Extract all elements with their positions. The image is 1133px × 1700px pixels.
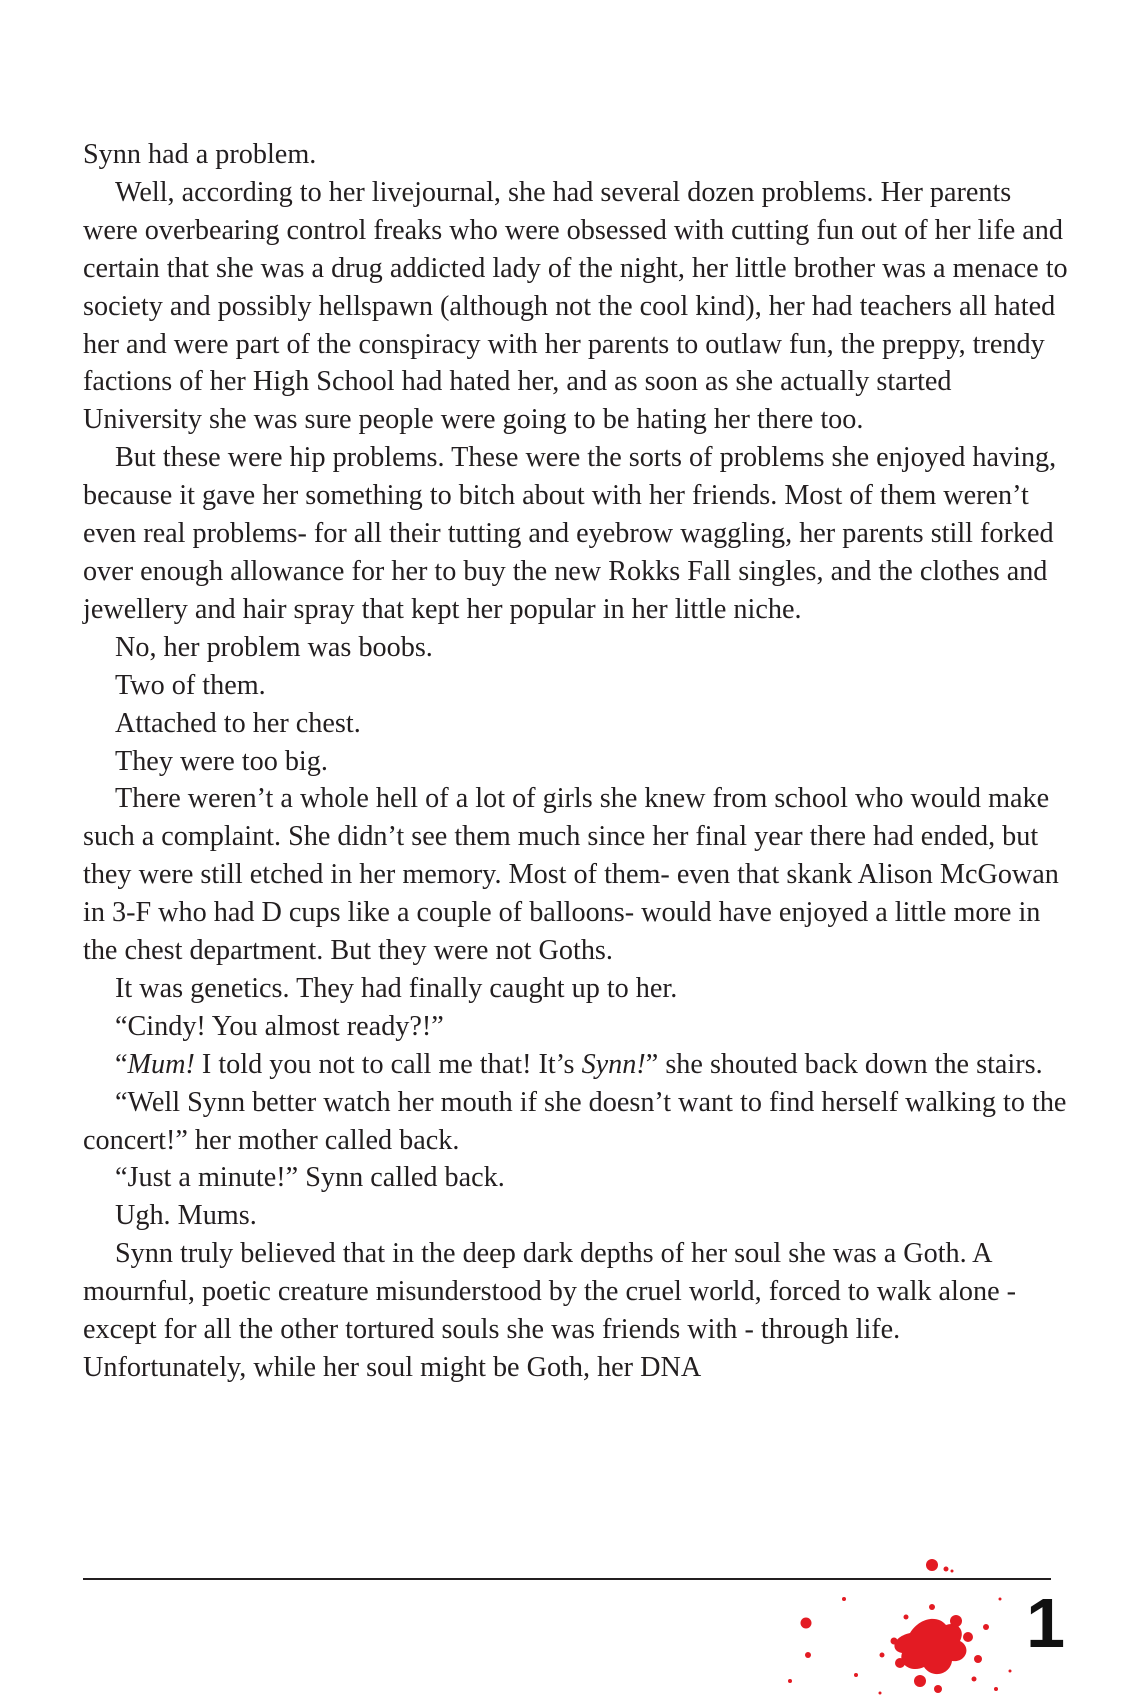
paragraph-1: Synn had a problem. bbox=[83, 139, 317, 170]
dialogue-tail: ” she shouted back down the stairs. bbox=[645, 1048, 1043, 1080]
dialogue-middle: I told you not to call me that! It’s bbox=[194, 1048, 582, 1080]
paragraph-13: “Just a minute!” Synn called back. bbox=[115, 1162, 505, 1194]
paragraph-12: “Well Synn better watch her mouth if she doesn’t want to find herself walking to the concert!” her mother called back. bbox=[83, 1086, 1067, 1156]
blood-splatter-icon bbox=[760, 1555, 1040, 1700]
emphasis-synn: Synn! bbox=[581, 1048, 646, 1080]
paragraph-10: “Cindy! You almost ready?!” bbox=[115, 1010, 444, 1042]
paragraph-4: No, her problem was boobs. bbox=[115, 631, 433, 663]
paragraph-14: Ugh. Mums. bbox=[115, 1200, 257, 1232]
paragraph-7: They were too big. bbox=[115, 745, 328, 777]
page-body bbox=[83, 136, 1068, 1387]
paragraph-11 bbox=[83, 1046, 1068, 1084]
paragraph-5: Two of them. bbox=[115, 669, 266, 701]
paragraph-9: It was genetics. They had finally caught up to her. bbox=[115, 972, 678, 1004]
emphasis-mum: Mum! bbox=[127, 1048, 195, 1080]
page-number: 1 bbox=[1026, 1584, 1065, 1662]
paragraph-15: Synn truly believed that in the deep dark depths of her soul she was a Goth. A mournful, poetic creature misunderstood by the cruel world, forced to walk alone - except for all the other tortured souls she was friends with - through life. Unfortunately, while her soul might be Goth, her DNA bbox=[83, 1238, 1017, 1383]
paragraph-6: Attached to her chest. bbox=[115, 707, 361, 739]
paragraph-8: There weren’t a whole hell of a lot of girls she knew from school who would make such a complaint. She didn’t see them much since her final year there had ended, but they were still etched in her memory. Most of them- even that skank Alison McGowan in 3-F who had D cups like a couple of balloons- would have enjoyed a little more in the chest department. But they were not Goths. bbox=[83, 783, 1059, 967]
quote-open: “ bbox=[115, 1048, 128, 1080]
paragraph-3: But these were hip problems. These were the sorts of problems she enjoyed having, because it gave her something to bitch about with her friends. Most of them weren’t even real problems- for all their tutting and eyebrow waggling, her parents still forked over enough allowance for her to buy the new Rokks Fall singles, and the clothes and jewellery and hair spray that kept her popular in her little niche. bbox=[83, 442, 1057, 625]
paragraph-2: Well, according to her livejournal, she had several dozen problems. Her parents were overbearing control freaks who were obsessed with cutting fun out of her life and certain that she was a drug addicted lady of the night, her little brother was a menace to society and possibly hellspawn (although not the cool kind), her had teachers all hated her and were part of the conspiracy with her parents to outlaw fun, the preppy, trendy factions of her High School had hated her, and as soon as she actually started University she was sure people were going to be hating her there too. bbox=[83, 176, 1068, 436]
